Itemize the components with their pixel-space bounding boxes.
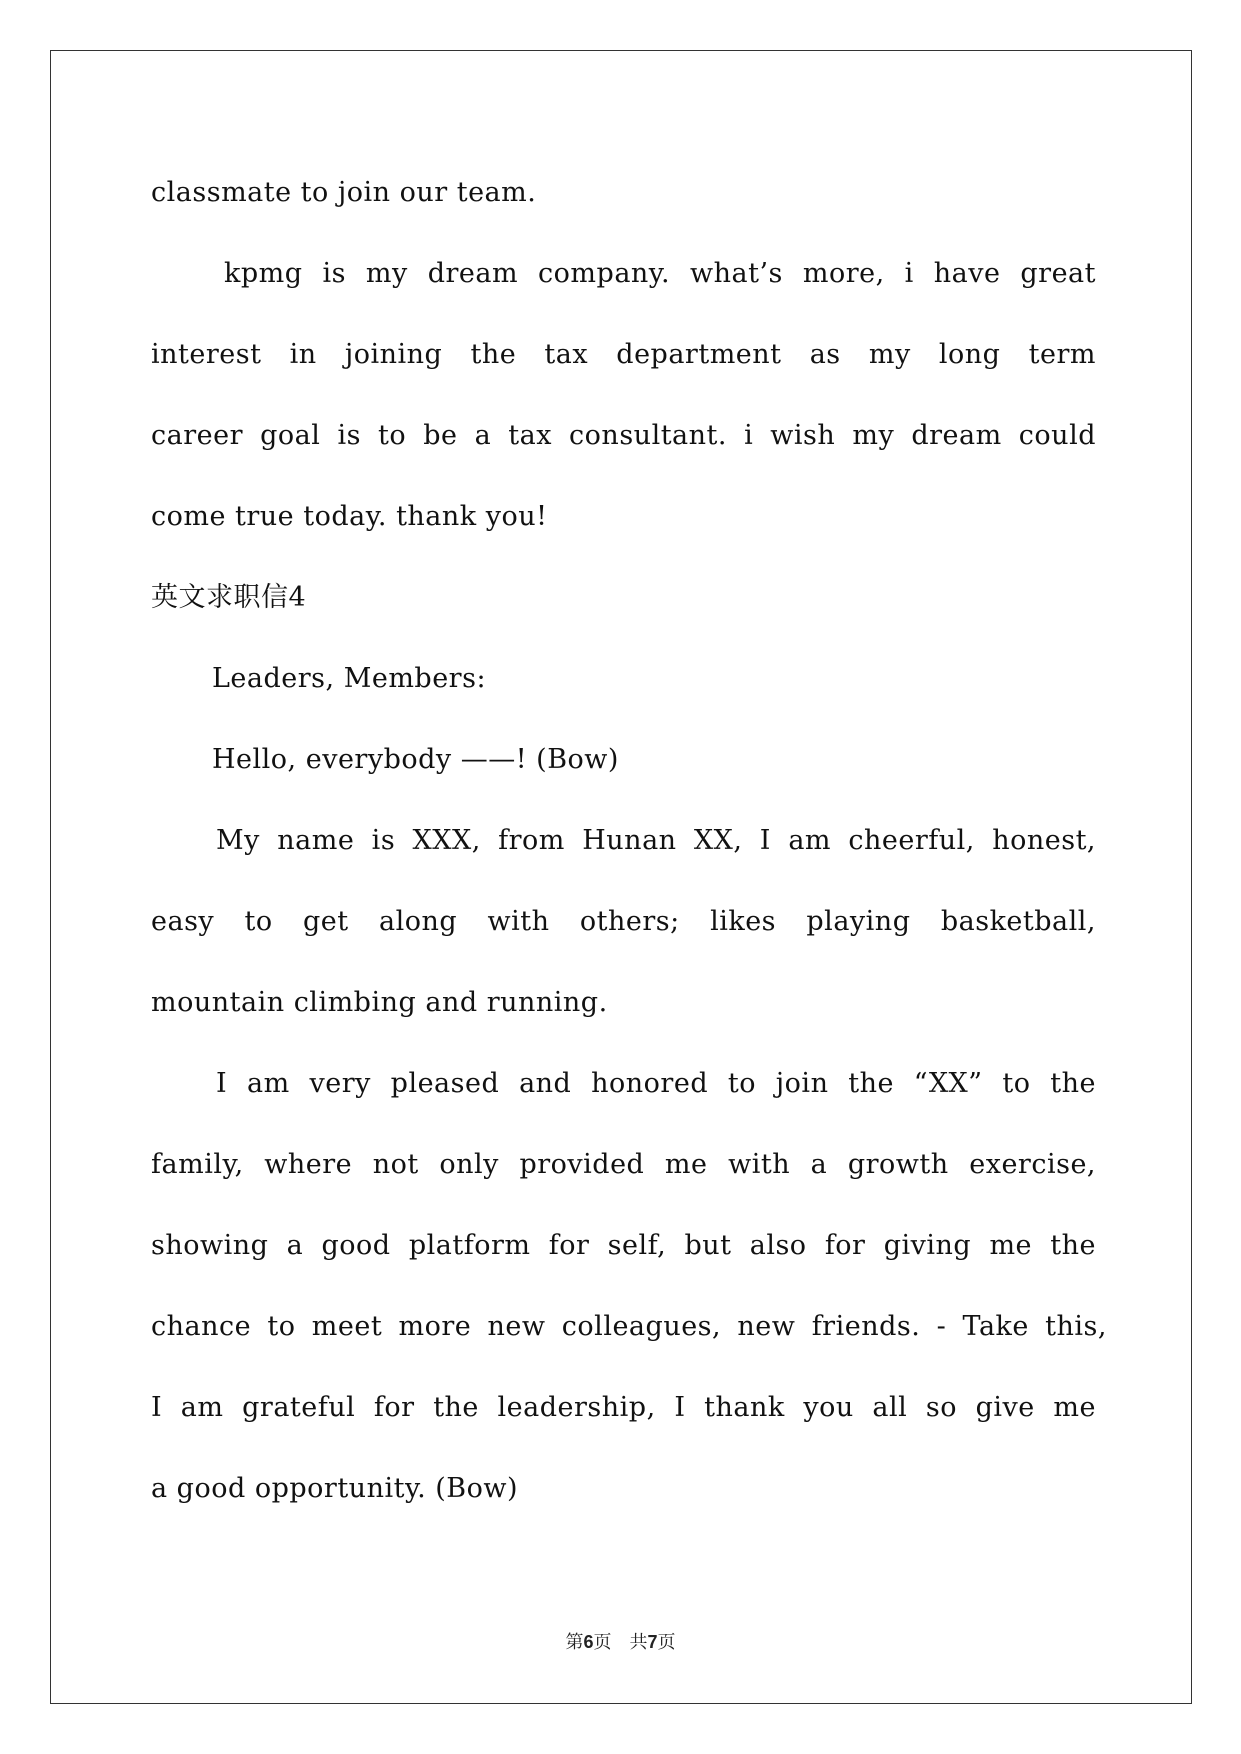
paragraph-line: come true today. thank you!: [151, 501, 548, 532]
paragraph-line: mountain climbing and running.: [151, 987, 608, 1018]
page-frame: [50, 50, 1192, 1704]
paragraph-line: I am grateful for the leadership, I thank you all so give me: [151, 1392, 1096, 1423]
total-page-number: 7: [647, 1632, 658, 1652]
paragraph-line: interest in joining the tax department as my long term: [151, 339, 1096, 370]
footer-mid: 页 共: [593, 1632, 648, 1653]
paragraph-line: chance to meet more new colleagues, new friends. - Take this,: [151, 1311, 1107, 1342]
paragraph-line: My name is XXX, from Hunan XX, I am cheerful, honest,: [216, 825, 1096, 856]
section-heading: 英文求职信4: [151, 582, 307, 613]
paragraph-line: kpmg is my dream company. what’s more, i have great: [224, 258, 1096, 289]
greeting-line: Hello, everybody ——! (Bow): [212, 744, 619, 775]
current-page-number: 6: [583, 1632, 594, 1652]
page-number-footer: [0, 1628, 1241, 1654]
footer-prefix: 第: [565, 1632, 584, 1653]
paragraph-line: classmate to join our team.: [151, 177, 537, 208]
paragraph-line: a good opportunity. (Bow): [151, 1473, 519, 1504]
paragraph-line: career goal is to be a tax consultant. i wish my dream could: [151, 420, 1096, 451]
salutation: Leaders, Members:: [212, 663, 487, 694]
footer-suffix: 页: [657, 1632, 676, 1653]
paragraph-line: easy to get along with others; likes playing basketball,: [151, 906, 1096, 937]
paragraph-line: family, where not only provided me with a growth exercise,: [151, 1149, 1096, 1180]
paragraph-line: I am very pleased and honored to join the “XX” to the: [216, 1068, 1096, 1099]
paragraph-line: showing a good platform for self, but also for giving me the: [151, 1230, 1096, 1261]
